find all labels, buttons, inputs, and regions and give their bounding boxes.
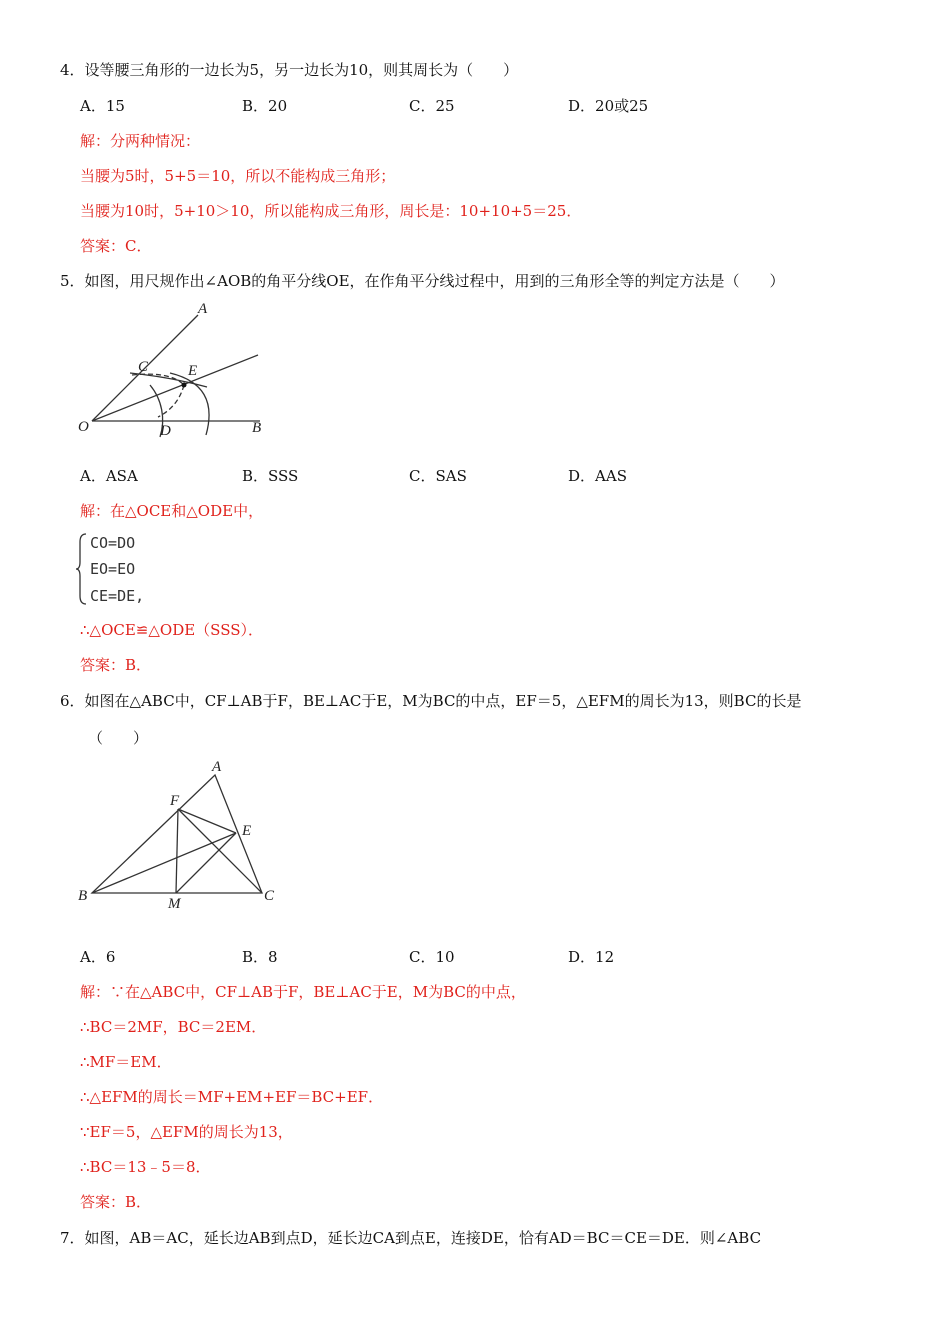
- q4-answer: 答案：C．: [80, 237, 152, 255]
- q5-answer: 答案：B．: [80, 656, 152, 674]
- q4-solution-line: 当腰为10时，5+10＞10，所以能构成三角形，周长是：10+10+5＝25．: [80, 202, 582, 220]
- q4-stem: 4．设等腰三角形的一边长为5，另一边长为10，则其周长为（ ）: [60, 61, 519, 79]
- label-b: B: [252, 420, 262, 436]
- q6-solution-line: ∵EF＝5，△EFM的周长为13，: [80, 1123, 293, 1141]
- q5-conclusion: ∴△OCE≌△ODE（SSS）．: [80, 621, 263, 639]
- q6-option-d: D．12: [568, 948, 615, 966]
- label-c: C: [138, 359, 149, 375]
- q5-option-b: B．SSS: [242, 467, 299, 485]
- q4-option-c: C．25: [409, 97, 455, 115]
- q4-option-a: A．15: [80, 97, 125, 115]
- q5-stem: 5．如图，用尺规作出∠AOB的角平分线OE，在作角平分线过程中，用到的三角形全等的判定方法是（ ）: [60, 272, 785, 290]
- system-brace: [76, 532, 88, 606]
- label-c: C: [264, 888, 275, 904]
- q7-stem: 7．如图，AB＝AC，延长边AB到点D，延长边CA到点E，连接DE，恰有AD＝BC＝CE＝DE．则∠ABC: [60, 1229, 762, 1247]
- system-equation: CO=DO: [90, 534, 136, 552]
- triangle-figure: [70, 755, 290, 915]
- label-d: D: [160, 423, 171, 439]
- label-b: B: [78, 888, 88, 904]
- q4-solution-line: 解：分两种情况：: [80, 132, 201, 150]
- q6-stem: 6．如图在△ABC中，CF⊥AB于F，BE⊥AC于E，M为BC的中点，EF＝5，△EFM的周长为13，则BC的长是: [60, 692, 802, 710]
- q4-solution-line: 当腰为5时，5+5＝10，所以不能构成三角形；: [80, 167, 396, 185]
- system-equation: CE=DE,: [90, 587, 145, 605]
- label-f: F: [170, 793, 180, 809]
- label-e: E: [188, 363, 198, 379]
- q6-option-c: C．10: [409, 948, 455, 966]
- q4-option-d: D．20或25: [568, 97, 649, 115]
- label-e: E: [242, 823, 252, 839]
- q6-option-a: A．6: [80, 948, 116, 966]
- q6-solution-line: ∴△EFM的周长＝MF+EM+EF＝BC+EF．: [80, 1088, 384, 1106]
- q6-solution-line: 解：∵在△ABC中，CF⊥AB于F，BE⊥AC于E，M为BC的中点，: [80, 983, 526, 1001]
- q6-option-b: B．8: [242, 948, 278, 966]
- system-equation: EO=EO: [90, 560, 136, 578]
- label-m: M: [168, 896, 181, 912]
- label-a: A: [198, 301, 208, 317]
- q6-solution-line: ∴MF＝EM．: [80, 1053, 172, 1071]
- q5-solution-intro: 解：在△OCE和△ODE中，: [80, 502, 264, 520]
- q6-stem-bracket: （ ）: [88, 729, 149, 747]
- q6-answer: 答案：B．: [80, 1193, 152, 1211]
- q5-option-d: D．AAS: [568, 467, 627, 485]
- q5-option-a: A．ASA: [80, 467, 138, 485]
- angle-bisector-figure: [70, 295, 270, 445]
- q6-solution-line: ∴BC＝13﹣5＝8．: [80, 1158, 211, 1176]
- q6-solution-line: ∴BC＝2MF，BC＝2EM．: [80, 1018, 267, 1036]
- label-o: O: [78, 419, 89, 435]
- q5-option-c: C．SAS: [409, 467, 467, 485]
- label-a: A: [212, 759, 222, 775]
- q4-option-b: B．20: [242, 97, 288, 115]
